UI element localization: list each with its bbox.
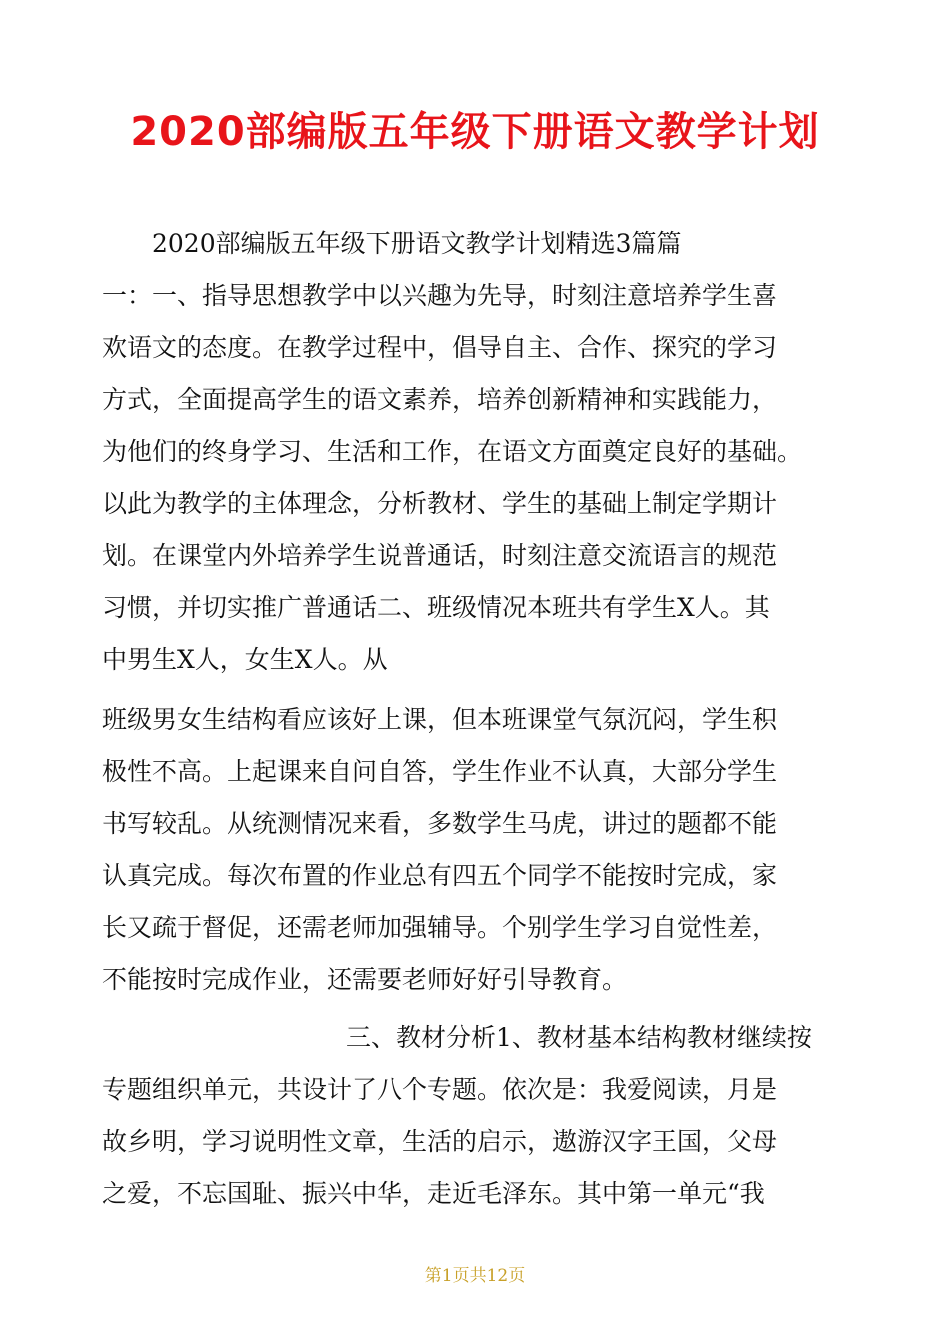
text-line: 方式，全面提高学生的语文素养，培养创新精神和实践能力， [102,385,778,414]
text-line: 划。在课堂内外培养学生说普通话，时刻注意交流语言的规范 [102,541,778,570]
text-line: 专题组织单元，共设计了八个专题。依次是：我爱阅读，月是 [102,1075,778,1104]
text-line: 欢语文的态度。在教学过程中，倡导自主、合作、探究的学习 [102,333,778,362]
text-line: 习惯，并切实推广普通话二、班级情况本班共有学生X人。其 [102,593,770,622]
text-line: 不能按时完成作业，还需要老师好好引导教育。 [102,965,628,994]
page-indicator: 第1页共12页 [424,1266,526,1286]
text-line: 极性不高。上起课来自问自答，学生作业不认真，大部分学生 [102,757,778,786]
text-line: 班级男女生结构看应该好上课，但本班课堂气氛沉闷，学生积 [102,705,778,734]
paragraph-intro [102,218,862,686]
text-line: 之爱，不忘国耻、振兴中华，走近毛泽东。其中第一单元“我 [102,1179,765,1208]
text-line: 2020部编版五年级下册语文教学计划精选3篇篇 [152,229,682,258]
text-line: 一：一、指导思想教学中以兴趣为先导，时刻注意培养学生喜 [102,281,778,310]
text-line: 中男生X人，女生X人。从 [102,645,388,674]
paragraph-textbook-analysis [102,1012,862,1220]
text-line: 以此为教学的主体理念，分析教材、学生的基础上制定学期计 [102,489,778,518]
paragraph-class-situation [102,694,862,1006]
text-line: 认真完成。每次布置的作业总有四五个同学不能按时完成，家 [102,861,778,890]
document-title: 2020部编版五年级下册语文教学计划 [130,109,820,155]
text-line: 三、教材分析1、教材基本结构教材继续按 [346,1023,812,1052]
text-line: 为他们的终身学习、生活和工作，在语文方面奠定良好的基础。 [102,437,803,466]
text-line: 长又疏于督促，还需老师加强辅导。个别学生学习自觉性差， [102,913,778,942]
text-line: 故乡明，学习说明性文章，生活的启示，遨游汉字王国，父母 [102,1127,778,1156]
text-line: 书写较乱。从统测情况来看，多数学生马虎，讲过的题都不能 [102,809,778,838]
